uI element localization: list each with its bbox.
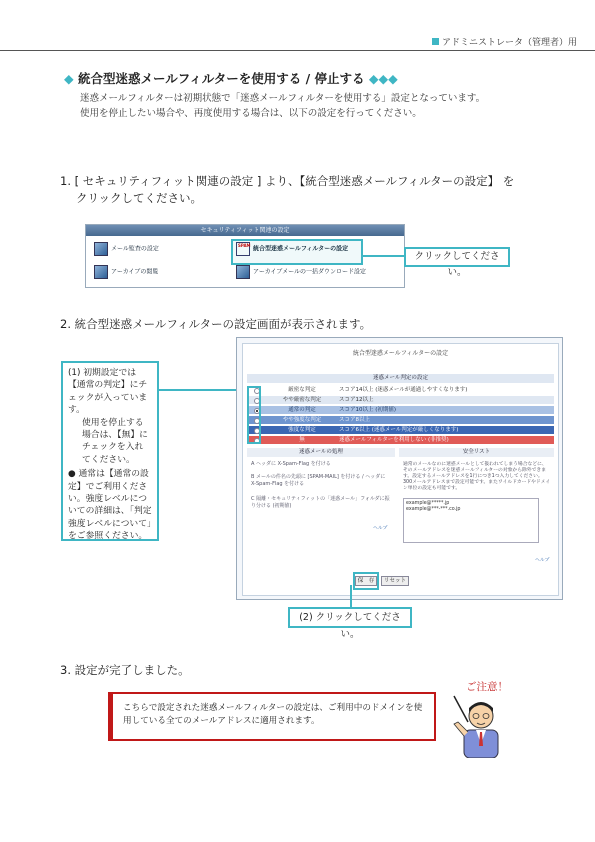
level-row[interactable]: [247, 426, 554, 435]
archive-label: アーカイブの閲覧: [111, 268, 159, 276]
callout-click-1: クリックしてください。: [404, 247, 510, 267]
help-link-2[interactable]: ヘルプ: [535, 558, 550, 563]
archive-download-label: アーカイブメールの一括ダウンロード設定: [253, 268, 366, 276]
connector-line: [362, 255, 405, 257]
level-desc: スコア12以上: [339, 397, 374, 403]
level-desc: スコア6以上 (迷惑メール判定が厳しくなります): [339, 427, 459, 433]
spam-option-b[interactable]: B メールの件名の先頭に [SPAM-MAIL] を付ける / ヘッダに X-Spam-Flag を付ける: [251, 474, 386, 487]
audience-tag: [432, 35, 577, 48]
level-name: 厳密な判定: [288, 387, 316, 393]
archive-view-link[interactable]: [94, 265, 158, 279]
level-name: 無: [299, 437, 305, 443]
form-title: 統合型迷惑メールフィルターの設定: [352, 350, 449, 357]
level-row[interactable]: [247, 436, 554, 445]
level-name: やや厳密な判定: [282, 397, 322, 403]
safe-list-textarea[interactable]: [403, 498, 539, 543]
level-name: 通常の判定: [288, 407, 316, 413]
highlight-frame: [231, 239, 363, 265]
safe-item-2: example@***-***.co.jp: [406, 507, 461, 512]
level-header: 迷惑メール判定の設定: [247, 374, 554, 383]
level-row[interactable]: [247, 386, 554, 395]
diamond-trail-icon: ◆◆◆: [368, 71, 398, 86]
level-highlight-frame: [247, 386, 261, 444]
reset-button[interactable]: リセット: [381, 576, 409, 586]
spam-option-a[interactable]: A ヘッダに X-Spam-Flag を付ける: [251, 461, 331, 467]
note-box: [61, 361, 159, 541]
connector-line-3: [350, 585, 352, 608]
spam-filter-label: 統合型迷惑メールフィルターの設定: [253, 245, 349, 253]
section-title: [64, 69, 398, 87]
spam-option-c[interactable]: C 隔離・セキュリティフィットの「迷惑メール」フォルダに振り分ける (初期値): [251, 496, 390, 509]
intro-text: [80, 91, 485, 121]
caution-box: こちらで設定された迷惑メールフィルターの設定は、ご利用中のドメインを使用している全てのメールアドレスに適用されます。: [108, 692, 436, 741]
step-1-line-2: クリックしてください。: [76, 191, 203, 205]
archive-download-link[interactable]: [236, 265, 366, 279]
intro-line-2: 使用を停止したい場合や、再度使用する場合は、以下の設定を行ってください。: [80, 108, 422, 119]
note-3: ● 通常は【通常の設定】でご利用ください。強度レベルについての詳細は、「判定強度レベルについて」をご参照ください。: [68, 469, 152, 542]
square-icon: [432, 38, 439, 45]
level-desc: スコア14以上 (迷惑メールが通過しやすくなります): [339, 387, 468, 393]
level-desc: 迷惑メールフィルターを利用しない (非推奨): [339, 437, 449, 443]
filter-settings-form: [242, 343, 559, 596]
callout-click-2: (2) クリックしてください。: [288, 607, 412, 628]
mail-monitor-icon: [94, 242, 108, 256]
archive-icon: [94, 265, 108, 279]
download-icon: [236, 265, 250, 279]
level-row[interactable]: [247, 406, 554, 415]
save-highlight-frame: [353, 572, 379, 590]
step-1-line-1: 1. [ セキュリティフィット関連の設定 ] より、【統合型迷惑メールフィルターの設定】 を: [60, 174, 515, 188]
step-3: 3. 設定が完了しました。: [60, 663, 190, 677]
level-name: 強度な判定: [288, 427, 316, 433]
save-button[interactable]: 保 存: [355, 576, 377, 586]
note-1: (1) 初期設定では【通常の判定】にチェックが入っています。: [68, 368, 148, 416]
audience-label: アドミニストレータ（管理者）用: [441, 38, 577, 48]
panel-header: セキュリティフィット関連の設定: [86, 225, 404, 236]
spam-handling-header: 迷惑メールの処理: [247, 448, 395, 457]
help-link-1[interactable]: ヘルプ: [373, 526, 388, 531]
spam-icon-label: SPAM: [238, 243, 251, 248]
section-title-text: 統合型迷惑メールフィルターを使用する / 停止する: [77, 71, 365, 86]
level-row[interactable]: [247, 396, 554, 405]
connector-line-2: [159, 389, 239, 391]
note-2: 使用を停止する場合は、【無】にチェックを入れてください。: [82, 417, 148, 465]
step-1: [60, 173, 514, 207]
level-desc: スコア10以上 (初期値): [339, 407, 397, 413]
caution-title: ご注意！: [466, 681, 508, 693]
page-header: [0, 31, 595, 51]
safe-list-header: 安全リスト: [399, 448, 554, 457]
step-2: 2. 統合型迷惑メールフィルターの設定画面が表示されます。: [60, 317, 372, 331]
security-settings-panel: [85, 224, 405, 288]
level-name: やや強度な判定: [282, 417, 322, 423]
person-icon: [450, 694, 510, 758]
filter-settings-screen: [236, 337, 563, 600]
safe-item-1: example@*****.jp: [406, 501, 450, 506]
level-desc: スコア8以上: [339, 417, 370, 423]
intro-line-1: 迷惑メールフィルターは初期状態で「迷惑メールフィルターを使用する」設定となっています。: [80, 93, 486, 104]
level-row[interactable]: [247, 416, 554, 425]
mail-monitor-label: メール監査の設定: [111, 245, 159, 253]
safe-list-description: 通常のメールなのに迷惑メールとして扱われてしまう場合などに、そのメールアドレスを迷惑メールフィルターの対象から除外できます。設定するメールアドレスを1行につき1つ入力してください。300メールアドレスまで設定可能です。またワイルドカードやドメイン単位の設定も可能です。: [403, 462, 551, 491]
mail-monitor-link[interactable]: [94, 242, 159, 256]
diamond-icon: ◆: [64, 71, 74, 86]
